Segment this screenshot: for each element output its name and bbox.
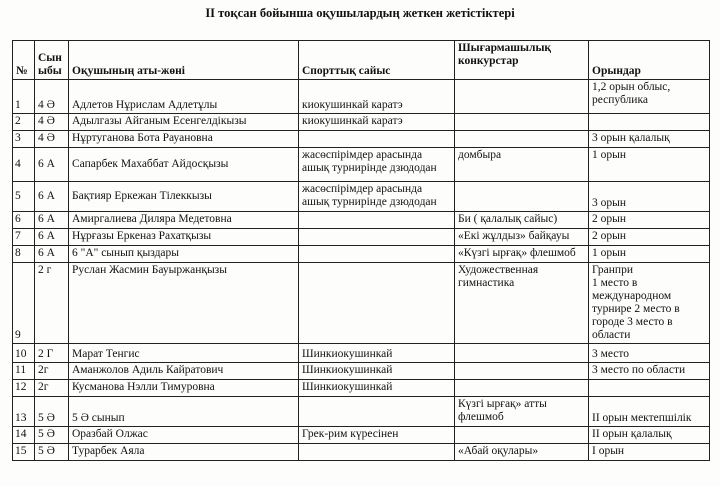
cell-creative [455, 80, 589, 114]
header-creative: Шығармашылық конкурстар [455, 41, 589, 80]
cell-creative: «Күзгі ырғақ» флешмоб [455, 246, 589, 263]
cell-place: 1,2 орын облыс, республика [589, 80, 710, 114]
cell-name: Амиргалиева Диляра Медетовна [69, 212, 299, 229]
header-place: Орындар [589, 41, 710, 80]
header-name: Оқушының аты-жөні [69, 41, 299, 80]
cell-grade: 5 Ә [35, 444, 69, 461]
table-row [13, 344, 710, 363]
cell-place [589, 380, 710, 397]
cell-name: Марат Тенгис [69, 344, 299, 363]
cell-creative [455, 344, 589, 363]
cell-creative: «Абай оқулары» [455, 444, 589, 461]
table-row [13, 114, 710, 131]
cell-sport [299, 246, 455, 263]
cell-number: 12 [13, 380, 35, 397]
cell-sport [299, 212, 455, 229]
table-row [13, 380, 710, 397]
header-number: № [13, 41, 35, 80]
table-row [13, 182, 710, 212]
cell-number: 5 [13, 182, 35, 212]
table-row [13, 263, 710, 344]
cell-number: 11 [13, 363, 35, 380]
cell-grade: 6 А [35, 148, 69, 182]
cell-sport [299, 229, 455, 246]
cell-name: 5 Ә сынып [69, 397, 299, 427]
cell-sport: Шинкиокушинкай [299, 344, 455, 363]
cell-sport [299, 131, 455, 148]
cell-grade: 2г [35, 363, 69, 380]
cell-name: Нұртуганова Бота Рауановна [69, 131, 299, 148]
cell-name: Адлетов Нұрислам Адлетұлы [69, 80, 299, 114]
cell-creative [455, 363, 589, 380]
table-row [13, 246, 710, 263]
cell-creative: Художественная гимнастика [455, 263, 589, 344]
cell-creative [455, 427, 589, 444]
cell-sport [299, 263, 455, 344]
cell-place: 3 место по области [589, 363, 710, 380]
cell-sport: жасөспірімдер арасында ашық турнирінде дзюдодан [299, 182, 455, 212]
cell-sport: Шинкиокушинкай [299, 363, 455, 380]
cell-number: 3 [13, 131, 35, 148]
cell-name: Адылгазы Айганым Есенгелдікызы [69, 114, 299, 131]
cell-place: 1 орын [589, 148, 710, 182]
cell-name: Оразбай Олжас [69, 427, 299, 444]
cell-name: Кусманова Нэлли Тимуровна [69, 380, 299, 397]
cell-creative [455, 182, 589, 212]
header-grade: Сын ыбы [35, 41, 69, 80]
document-title: ІІ тоқсан бойынша оқушылардың жеткен жетістіктері [205, 6, 515, 20]
cell-grade: 2 Г [35, 344, 69, 363]
table-row [13, 363, 710, 380]
cell-creative: Би ( қалалық сайыс) [455, 212, 589, 229]
cell-grade: 6 А [35, 212, 69, 229]
cell-grade: 6 А [35, 229, 69, 246]
cell-place: 3 орын қалалық [589, 131, 710, 148]
cell-name: Сапарбек Махаббат Айдосқызы [69, 148, 299, 182]
cell-grade: 6 А [35, 246, 69, 263]
table-row [13, 148, 710, 182]
cell-place: 2 орын [589, 229, 710, 246]
achievements-table [12, 40, 710, 461]
header-sport: Спорттық сайыс [299, 41, 455, 80]
cell-creative: «Екі жұлдыз» байқауы [455, 229, 589, 246]
cell-number: 10 [13, 344, 35, 363]
cell-place: 1 орын [589, 246, 710, 263]
cell-grade: 2 г [35, 263, 69, 344]
cell-name: Руслан Жасмин Бауыржанқызы [69, 263, 299, 344]
cell-grade: 4 Ә [35, 80, 69, 114]
cell-place: ІІ орын мектепшілік [589, 397, 710, 427]
cell-number: 9 [13, 263, 35, 344]
cell-name: Аманжолов Адиль Кайратович [69, 363, 299, 380]
cell-sport [299, 444, 455, 461]
cell-number: 4 [13, 148, 35, 182]
cell-place: 2 орын [589, 212, 710, 229]
cell-place: 3 орын [589, 182, 710, 212]
cell-sport: жасөспірімдер арасында ашық турнирінде дзюдодан [299, 148, 455, 182]
cell-place: І орын [589, 444, 710, 461]
cell-grade: 5 Ә [35, 397, 69, 427]
cell-number: 6 [13, 212, 35, 229]
table-row [13, 212, 710, 229]
cell-grade: 2г [35, 380, 69, 397]
cell-name: Бақтияр Еркежан Тілеккызы [69, 182, 299, 212]
cell-number: 8 [13, 246, 35, 263]
place-award: Гранпри [592, 264, 633, 276]
cell-grade: 4 Ә [35, 131, 69, 148]
cell-number: 7 [13, 229, 35, 246]
table-row [13, 444, 710, 461]
cell-sport: Шинкиокушинкай [299, 380, 455, 397]
cell-sport [299, 397, 455, 427]
table-row [13, 131, 710, 148]
cell-creative [455, 131, 589, 148]
table-row [13, 80, 710, 114]
cell-grade: 6 А [35, 182, 69, 212]
cell-number: 13 [13, 397, 35, 427]
cell-grade: 4 Ә [35, 114, 69, 131]
cell-sport: киокушинкай каратэ [299, 80, 455, 114]
cell-sport: Грек-рим күресінен [299, 427, 455, 444]
cell-grade: 5 Ә [35, 427, 69, 444]
cell-number: 2 [13, 114, 35, 131]
cell-name: Нұрғазы Еркеназ Рахатқызы [69, 229, 299, 246]
cell-number: 1 [13, 80, 35, 114]
cell-name: Турарбек Аяла [69, 444, 299, 461]
table-row [13, 427, 710, 444]
cell-creative: домбыра [455, 148, 589, 182]
cell-creative [455, 380, 589, 397]
cell-sport: киокушинкай каратэ [299, 114, 455, 131]
place-details: 1 место в международном турнире 2 место в городе 3 место в области [592, 277, 680, 341]
table-row [13, 397, 710, 427]
cell-place: 3 место [589, 344, 710, 363]
cell-number: 15 [13, 444, 35, 461]
cell-place: ІІ орын қалалық [589, 427, 710, 444]
cell-place [589, 114, 710, 131]
cell-creative: Күзгі ырғақ» атты флешмоб [455, 397, 589, 427]
cell-place [589, 263, 710, 344]
cell-name: 6 "А" сынып қыздары [69, 246, 299, 263]
cell-number: 14 [13, 427, 35, 444]
cell-creative [455, 114, 589, 131]
header-row [13, 41, 710, 80]
table-row [13, 229, 710, 246]
